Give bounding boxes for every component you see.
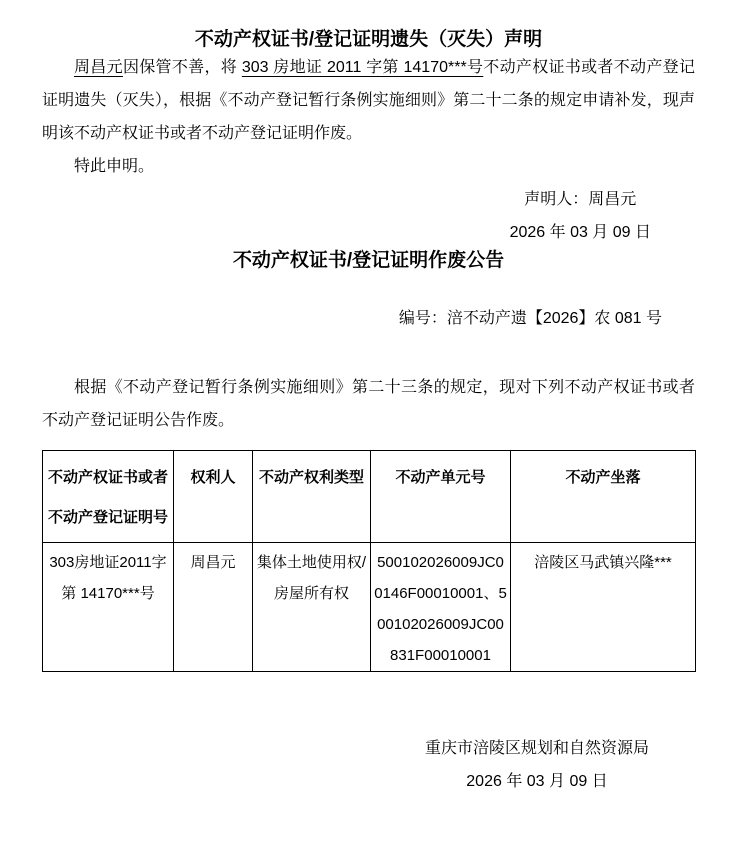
document-number-line: 编号：涪不动产遗【2026】农 081 号 (398, 310, 662, 327)
declaration-text-post: 不动产权证书或者不动产登记证明遗失（灭失），根据《不动产登记暂行条例实施细则》第二十二条的规定申请补发，现声明该不动产权证书或者不动产登记证明作废。 (42, 59, 695, 142)
declaration-date: 2026 年 03 月 09 日 (509, 224, 651, 241)
cell-right-type: 集体土地使用权/ 房屋所有权 (253, 543, 371, 672)
declaration-signature-block (510, 183, 651, 249)
declarant-name: 周昌元 (74, 59, 123, 76)
declaration-closing: 特此申明。 (74, 158, 155, 175)
col-header-location: 不动产坐落 (511, 451, 696, 543)
announcement-date: 2026 年 03 月 09 日 (466, 773, 608, 790)
declarant-signature-line: 声明人：周昌元 (524, 191, 637, 208)
table-header-row (43, 451, 696, 543)
cell-unit-number: 500102026009JC0 0146F00010001、5 00102026009JC00 831F00010001 (371, 543, 511, 672)
col-header-right-holder: 权利人 (174, 451, 253, 543)
lost-declaration-title: 不动产权证书/登记证明遗失（灭失）声明 (194, 29, 543, 50)
invalidation-notice-title: 不动产权证书/登记证明作废公告 (232, 250, 505, 271)
cell-location: 涪陵区马武镇兴隆*** (511, 543, 696, 672)
col-header-right-type: 不动产权利类型 (253, 451, 371, 543)
agency-name: 重庆市涪陵区规划和自然资源局 (424, 740, 649, 757)
invalidation-table (42, 450, 696, 672)
cell-certificate-number: 303房地证2011字 第 14170***号 (43, 543, 174, 672)
agency-signature-block (425, 732, 649, 798)
col-header-certificate-number: 不动产权证书或者 不动产登记证明号 (43, 451, 174, 543)
declaration-paragraph (42, 51, 695, 150)
col-header-unit-number: 不动产单元号 (371, 451, 511, 543)
announcement-paragraph: 根据《不动产登记暂行条例实施细则》第二十三条的规定，现对下列不动产权证书或者不动产登记证明公告作废。 (42, 379, 695, 429)
cell-right-holder: 周昌元 (174, 543, 253, 672)
lost-certificate-number: 303 房地证 2011 字第 14170***号 (241, 59, 484, 76)
table-row (43, 543, 696, 672)
declaration-text-mid: 因保管不善，将 (122, 59, 242, 76)
